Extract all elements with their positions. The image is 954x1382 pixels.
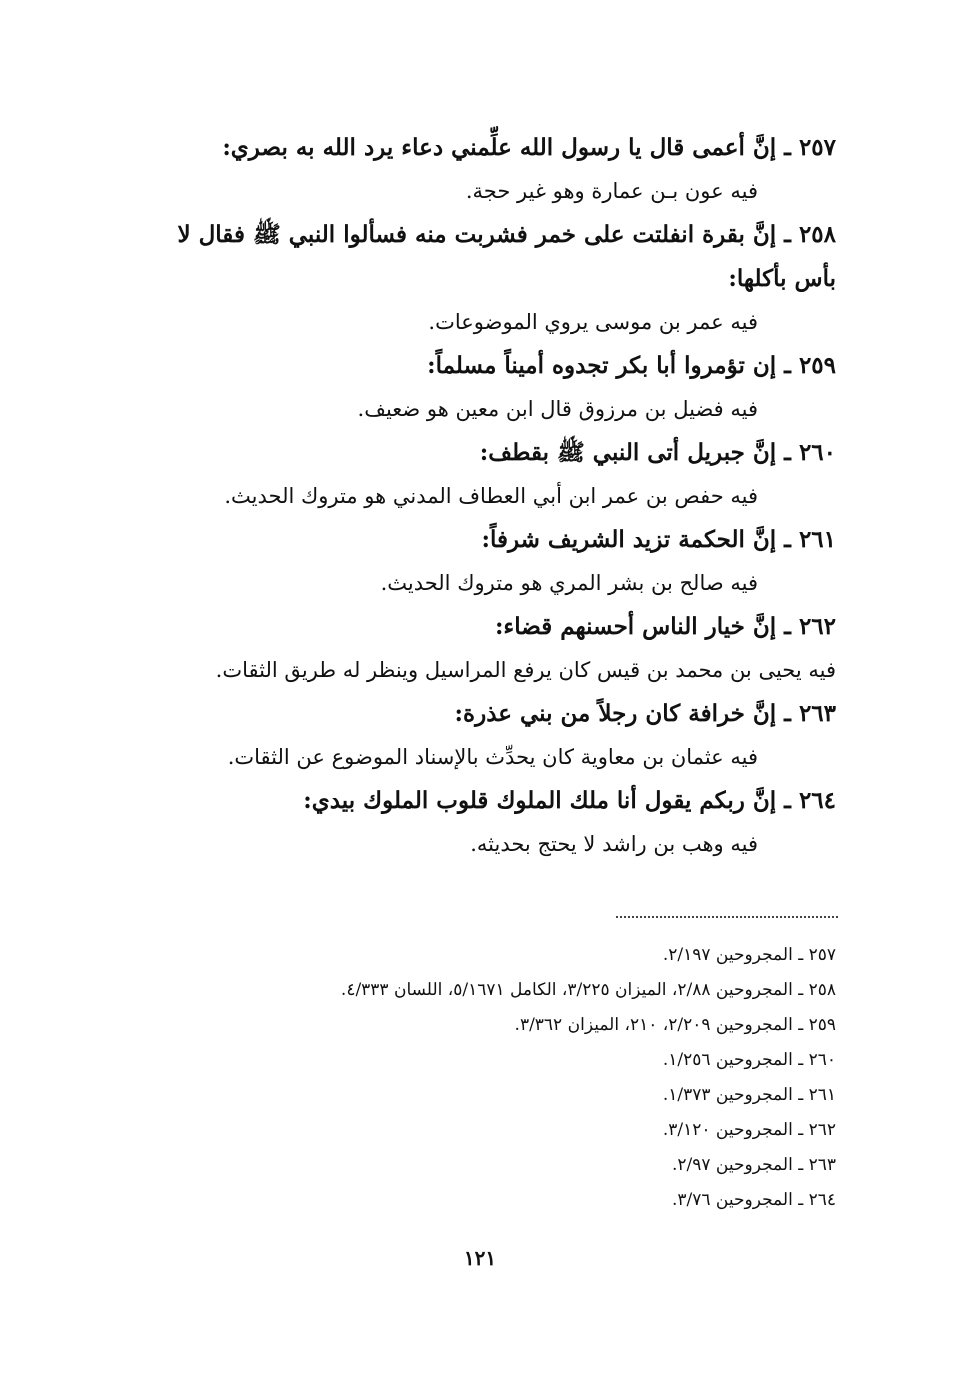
entry-number: ٢٥٨ [798,221,836,248]
entry-264 [140,779,836,866]
entry-note: فيه حفص بن عمر ابن أبي العطاف المدني هو متروك الحديث. [224,484,758,508]
entry-261 [140,518,836,605]
entry-number: ٢٥٩ [798,352,836,379]
entry-title: ـ إن تؤمروا أبا بكر تجدوه أميناً مسلماً: [427,352,791,379]
entry-note: فيه وهب بن راشد لا يحتج بحديثه. [470,832,758,856]
entry-number: ٢٦٣ [798,700,836,727]
entry-heading [140,779,836,823]
entry-number: ٢٦٢ [798,613,836,640]
entry-title: ـ إنَّ خرافة كان رجلاً من بني عذرة: [454,700,791,727]
page-number: ١٢١ [463,1246,497,1270]
entry-note: فيه فضيل بن مرزوق قال ابن معين هو ضعيف. [357,397,758,421]
entry-number: ٢٦٠ [798,439,836,466]
footnote: ٢٥٨ ـ المجروحين ٢/٨٨، الميزان ٣/٢٢٥، الكامل ٥/١٦٧١، اللسان ٤/٣٣٣. [340,980,836,1000]
entry-note: فيه عمر بن موسى يروي الموضوعات. [428,310,758,334]
entry-heading [140,213,836,301]
entry-heading [140,431,836,475]
entry-heading [140,126,836,170]
entry-260 [140,431,836,518]
entry-heading [140,605,836,649]
entry-258 [140,213,836,344]
footnote: ٢٦٤ ـ المجروحين ٣/٧٦. [671,1190,836,1210]
entry-heading [140,692,836,736]
entry-262 [140,605,836,692]
entry-title: ـ إنَّ جبريل أتى النبي ﷺ بقطف: [479,439,791,466]
entry-263 [140,692,836,779]
footnote: ٢٦٣ ـ المجروحين ٢/٩٧. [671,1155,836,1175]
footnote: ٢٥٧ ـ المجروحين ٢/١٩٧. [662,945,836,965]
entry-number: ٢٦٤ [798,787,836,814]
footnote: ٢٦٢ ـ المجروحين ٣/١٢٠. [662,1120,836,1140]
entry-title: ـ إنَّ الحكمة تزيد الشريف شرفاً: [481,526,791,553]
footnote: ٢٥٩ ـ المجروحين ٢/٢٠٩، ٢١٠، الميزان ٣/٣٦٢. [514,1015,836,1035]
footnotes [180,938,836,1218]
entry-257 [140,126,836,213]
entry-note: فيه يحيى بن محمد بن قيس كان يرفع المراسيل وينظر له طريق الثقات. [215,658,836,682]
entry-title: ـ إنَّ أعمى قال يا رسول الله علِّمني دعاء يرد الله به بصري: [222,134,791,161]
entry-number: ٢٦١ [798,526,836,553]
main-text [140,126,836,866]
entry-heading [140,344,836,388]
entry-note: فيه عثمان بن معاوية كان يحدِّث بالإسناد الموضوع عن الثقات. [227,745,758,769]
footnote-separator [616,916,838,920]
entry-title: ـ إنَّ بقرة انفلتت على خمر فشربت منه فسألوا النبي ﷺ فقال لا بأس بأكلها: [177,221,836,292]
entry-note: فيه صالح بن بشر المري هو متروك الحديث. [380,571,758,595]
footnote: ٢٦١ ـ المجروحين ١/٣٧٣. [662,1085,836,1105]
entry-title: ـ إنَّ ربكم يقول أنا ملك الملوك قلوب الملوك بيدي: [303,787,791,814]
entry-259 [140,344,836,431]
footnote: ٢٦٠ ـ المجروحين ١/٢٥٦. [662,1050,836,1070]
entry-title: ـ إنَّ خيار الناس أحسنهم قضاء: [494,613,791,640]
entry-heading [140,518,836,562]
entry-note: فيه عون بـن عمارة وهو غير حجة. [465,179,758,203]
entry-number: ٢٥٧ [798,134,836,161]
